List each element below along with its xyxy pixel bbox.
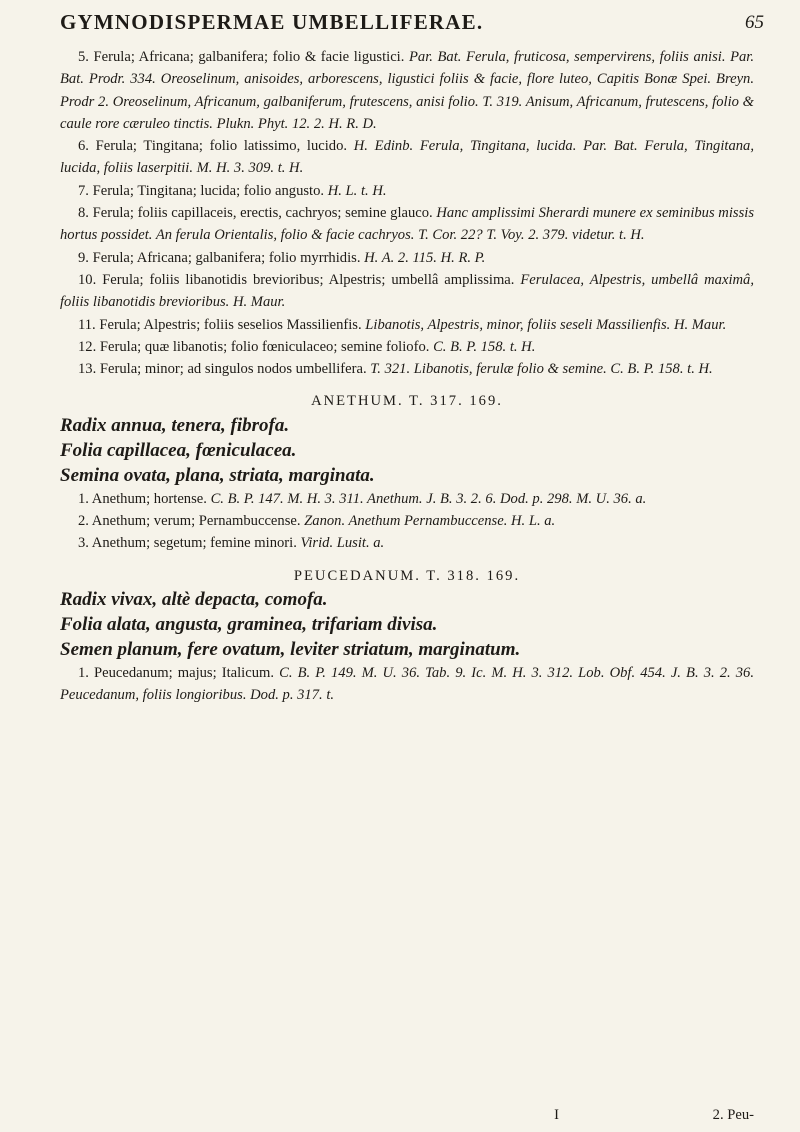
text-body	[60, 46, 754, 707]
anethum-radix: Radix annua, tenera, fibrofa.	[60, 414, 290, 436]
anethum-folia: Folia capillacea, fœniculacea.	[60, 439, 297, 461]
catchword: 2. Peu-	[712, 1107, 754, 1123]
signature-mark: I	[554, 1107, 559, 1123]
running-head	[60, 10, 764, 44]
ferula-entry-6: 6. Ferula; Tingitana; folio latissimo, lucido. H. Edinb. Ferula, Tingitana, lucida. Par. Bat. Ferula, Tingitana, lucida, foliis laserpitii. M. H. 3. 309. t. H.	[60, 138, 755, 177]
peucedanum-semen: Semen planum, fere ovatum, leviter striatum, marginatum.	[60, 638, 521, 660]
page-number: 65	[745, 12, 764, 33]
ferula-entry-7: 7. Ferula; Tingitana; lucida; folio angusto. H. L. t. H.	[78, 182, 387, 199]
ferula-entry-9: 9. Ferula; Africana; galbanifera; folio myrrhidis. H. A. 2. 115. H. R. P.	[78, 249, 486, 266]
peucedanum-radix: Radix vivax, altè depacta, comofa.	[60, 588, 328, 610]
ferula-entry-5: 5. Ferula; Africana; galbanifera; folio & facie ligustici. Par. Bat. Ferula, fruticosa, sempervirens, foliis anisi. Par. Bat. Prodr. 334. Oreoselinum, anisoides, arborescens, ligustici foliis & facie, flore luteo, Capitis Bonæ Spei. Breyn. Prodr 2. Oreoselinum, Africanum, galbaniferum, frutescens, anisi folio. T. 319. Anisum, Africanum, frutescens, folio & caule rore cæruleo tinctis. Plukn. Phyt. 12. 2. H. R. D.	[60, 49, 754, 132]
anethum-heading: ANETHUM. T. 317. 169.	[311, 393, 503, 410]
ferula-entry-10: 10. Ferula; foliis libanotidis brevioribus; Alpestris; umbellâ amplissima. Ferulacea, Alpestris, umbellâ maximâ, foliis libanotidis brevioribus. H. Maur.	[60, 271, 754, 311]
ferula-section	[60, 46, 754, 380]
ferula-entry-13: 13. Ferula; minor; ad singulos nodos umbellifera. T. 321. Libanotis, ferulæ folio & semine. C. B. P. 158. t. H.	[78, 361, 713, 378]
peucedanum-folia: Folia alata, angusta, graminea, trifariam divisa.	[60, 613, 438, 635]
running-title: GYMNODISPERMAE UMBELLIFERAE.	[60, 10, 484, 34]
anethum-semina: Semina ovata, plana, striata, marginata.	[60, 464, 375, 486]
anethum-entry-3: 3. Anethum; segetum; femine minori. Virid. Lusit. a.	[78, 535, 385, 552]
ferula-entry-8: 8. Ferula; foliis capillaceis, erectis, cachryos; semine glauco. Hanc amplissimi Sherardi munere ex seminibus missis hortus possidet. An ferula Orientalis, folio & facie cachryos. T. Cor. 22? T. Voy. 2. 379. videtur. t. H.	[60, 205, 754, 244]
anethum-section	[60, 390, 754, 554]
ferula-entry-12: 12. Ferula; quæ libanotis; folio fœniculaceo; semine foliofo. C. B. P. 158. t. H.	[78, 338, 536, 355]
anethum-entry-1: 1. Anethum; hortense. C. B. P. 147. M. H. 3. 311. Anethum. J. B. 3. 2. 6. Dod. p. 298. M. U. 36. a.	[78, 490, 647, 507]
page-footer	[554, 1107, 754, 1124]
anethum-entry-2: 2. Anethum; verum; Pernambuccense. Zanon. Anethum Pernambuccense. H. L. a.	[78, 513, 556, 530]
peucedanum-heading: PEUCEDANUM. T. 318. 169.	[293, 567, 521, 584]
peucedanum-section	[60, 565, 754, 707]
peucedanum-entry-1: 1. Peucedanum; majus; Italicum. C. B. P. 149. M. U. 36. Tab. 9. Ic. M. H. 3. 312. Lob. Obf. 454. J. B. 3. 2. 36. Peucedanum, foliis longioribus. Dod. p. 317. t.	[60, 664, 754, 704]
ferula-entry-11: 11. Ferula; Alpestris; foliis seselios Massilienfis. Libanotis, Alpestris, minor, foliis seseli Massilienfis. H. Maur.	[78, 316, 727, 333]
